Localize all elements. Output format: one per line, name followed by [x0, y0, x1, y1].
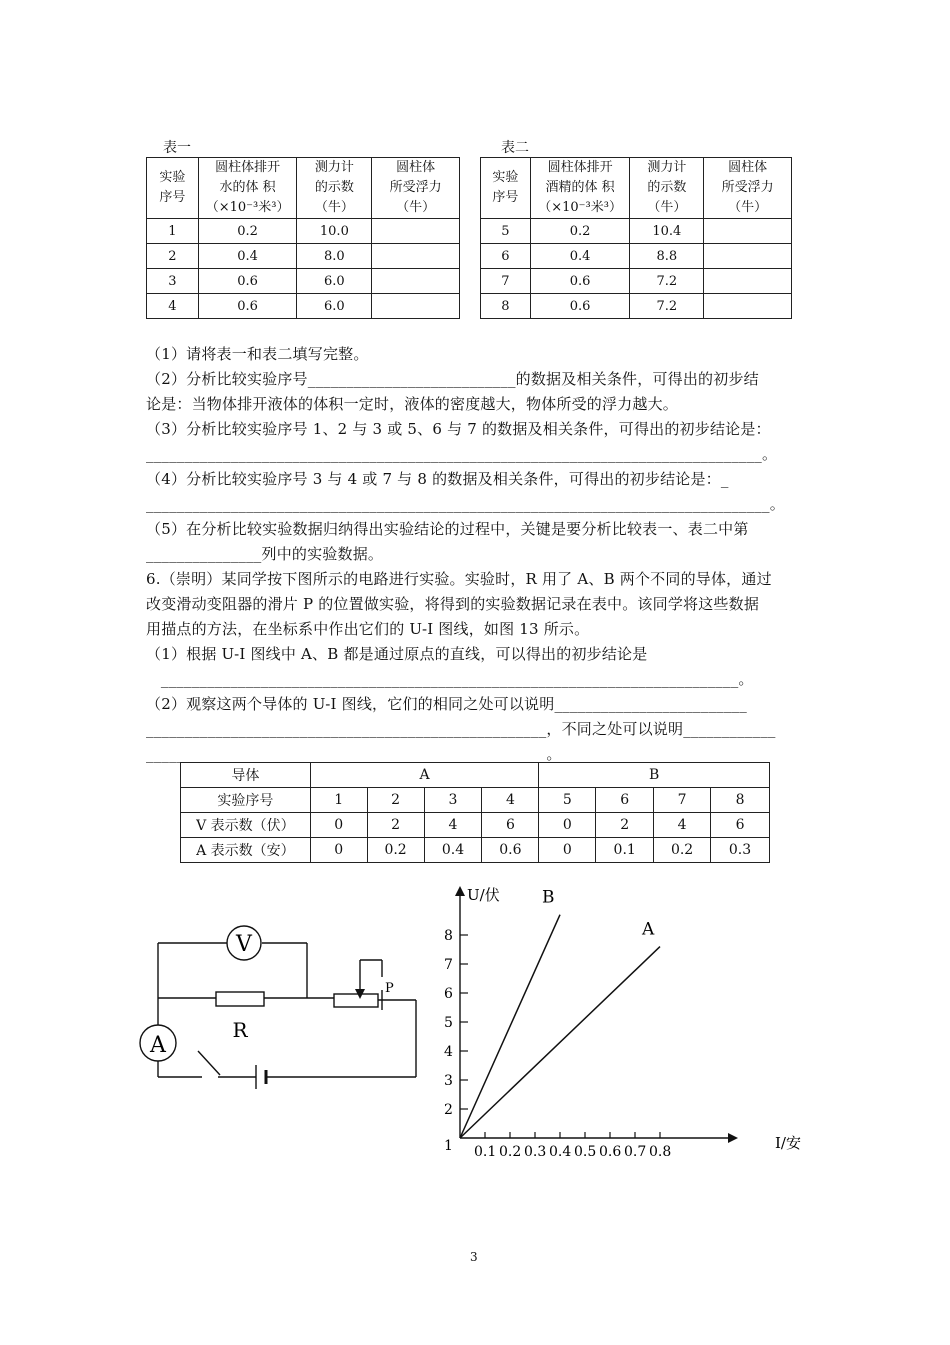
series-label-b: B [542, 887, 555, 908]
y-tick-label: 8 [444, 928, 453, 944]
text-line: ____________________________________________________。 [146, 745, 562, 763]
table-cell: 0.6 [530, 269, 630, 294]
x-axis-label: I/安 [775, 1134, 801, 1152]
table-cell: 4 [424, 813, 482, 838]
table-cell: 0.6 [530, 294, 630, 319]
answer-cell [372, 244, 460, 269]
y-tick-label: 7 [444, 957, 453, 973]
table-cell: 4 [482, 788, 539, 813]
text-line: ________________________________________________________________________________。 [146, 445, 778, 463]
text-line: 改变滑动变阻器的滑片 P 的位置做实验，将得到的实验数据记录在表中。该同学将这些数据 [146, 595, 760, 613]
table-cell: 0.4 [530, 244, 630, 269]
y-axis-label: U/伏 [467, 886, 500, 904]
column-header: 测力计 的示数 （牛） [297, 158, 372, 219]
table-row [147, 219, 460, 244]
table-cell: 2 [596, 813, 654, 838]
column-header: 圆柱体 所受浮力 （牛） [704, 158, 792, 219]
table-cell: 3 [424, 788, 482, 813]
table-cell: 5 [481, 219, 531, 244]
x-tick-label: 0.6 [599, 1144, 622, 1160]
table-row [481, 244, 792, 269]
y-tick-label: 2 [444, 1102, 453, 1118]
table-cell: 4 [147, 294, 199, 319]
answer-cell [704, 269, 792, 294]
x-tick-label: 0.2 [499, 1144, 522, 1160]
table-cell: 7 [481, 269, 531, 294]
table-cell: 3 [147, 269, 199, 294]
table-cell: 10.0 [297, 219, 372, 244]
y-tick-label: 4 [444, 1044, 453, 1060]
text-line: _______________列中的实验数据。 [146, 545, 384, 563]
ammeter-label: A [150, 1033, 166, 1058]
table-cell: 7.2 [630, 269, 704, 294]
y-tick-label: 5 [444, 1015, 453, 1031]
x-tick-label: 0.4 [549, 1144, 572, 1160]
table-cell: 8 [711, 788, 770, 813]
x-tick-label: 0.3 [524, 1144, 547, 1160]
series-line-a [460, 947, 660, 1138]
table-cell: 0.2 [367, 838, 424, 863]
table-cell: 8 [481, 294, 531, 319]
table-cell: 2 [367, 813, 424, 838]
table1 [146, 157, 460, 319]
slider-label: P [385, 981, 394, 996]
text-line: ____________________________________________________，不同之处可以说明____________ [146, 720, 776, 738]
text-line: ___________________________________________________________________________。 [146, 670, 754, 688]
table-cell: 0 [539, 838, 596, 863]
table-cell: 1 [147, 219, 199, 244]
table-cell: 6 [481, 244, 531, 269]
y-tick-label: 1 [444, 1138, 453, 1154]
table-cell: 0.4 [198, 244, 297, 269]
table-cell: 5 [539, 788, 596, 813]
text-line: （1）请将表一和表二填写完整。 [146, 345, 369, 363]
text-line: _________________________________________________________________________________。 [146, 495, 785, 513]
table1-caption: 表一 [163, 140, 191, 156]
x-axis-arrow-icon [728, 1133, 738, 1143]
table-cell: 6.0 [297, 269, 372, 294]
row-label: 导体 [181, 763, 311, 788]
answer-cell [704, 294, 792, 319]
voltmeter-label: V [236, 932, 252, 957]
series-line-b [460, 915, 560, 1138]
table-row [181, 838, 770, 863]
y-tick-label: 3 [444, 1073, 453, 1089]
answer-cell [372, 269, 460, 294]
table-row [181, 788, 770, 813]
table2 [480, 157, 792, 319]
table-row [147, 269, 460, 294]
table-row [481, 294, 792, 319]
table2-caption: 表二 [501, 140, 529, 156]
group-b-header: B [539, 763, 770, 788]
column-header: 实验 序号 [481, 158, 531, 219]
table-cell: 8.8 [630, 244, 704, 269]
answer-cell [704, 219, 792, 244]
x-tick-label: 0.1 [474, 1144, 497, 1160]
table-cell: 0 [310, 838, 367, 863]
text-line: （2）分析比较实验序号___________________________的数据及相关条件，可得出的初步结 [146, 370, 759, 388]
x-tick-label: 0.5 [574, 1144, 597, 1160]
row-label: V 表示数（伏） [181, 813, 311, 838]
series-label-a: A [642, 919, 655, 940]
table-cell: 0.3 [711, 838, 770, 863]
table-cell: 1 [310, 788, 367, 813]
table-row [481, 269, 792, 294]
table-cell: 6 [711, 813, 770, 838]
text-line: 论是：当物体排开液体的体积一定时，液体的密度越大，物体所受的浮力越大。 [146, 395, 679, 413]
table-cell: 0.2 [654, 838, 711, 863]
column-header: 圆柱体排开 水的体 积 （×10⁻³米³） [198, 158, 297, 219]
answer-cell [372, 294, 460, 319]
column-header: 实验 序号 [147, 158, 199, 219]
table-cell: 2 [367, 788, 424, 813]
text-line: 6.（崇明）某同学按下图所示的电路进行实验。实验时，R 用了 A、B 两个不同的导体，通过 [146, 570, 772, 588]
text-line: 用描点的方法，在坐标系中作出它们的 U-I 图线，如图 13 所示。 [146, 620, 590, 638]
column-header: 圆柱体 所受浮力 （牛） [372, 158, 460, 219]
y-axis-arrow-icon [455, 886, 465, 896]
table-cell: 7 [654, 788, 711, 813]
table-row [481, 219, 792, 244]
data-table [180, 762, 770, 863]
page-number: 3 [470, 1250, 478, 1264]
table-cell: 0.6 [198, 294, 297, 319]
row-label: A 表示数（安） [181, 838, 311, 863]
row-label: 实验序号 [181, 788, 311, 813]
table-cell: 6.0 [297, 294, 372, 319]
text-line: （4）分析比较实验序号 3 与 4 或 7 与 8 的数据及相关条件，可得出的初步结论是：_ [146, 470, 729, 488]
text-line: （3）分析比较实验序号 1、2 与 3 或 5、6 与 7 的数据及相关条件，可得出的初步结论是： [146, 420, 771, 438]
group-a-header: A [310, 763, 539, 788]
y-tick-label: 6 [444, 986, 453, 1002]
column-header: 测力计 的示数 （牛） [630, 158, 704, 219]
table-cell: 10.4 [630, 219, 704, 244]
table-cell: 0.2 [530, 219, 630, 244]
table-cell: 0.6 [482, 838, 539, 863]
table-cell: 0.6 [198, 269, 297, 294]
table-cell: 0 [310, 813, 367, 838]
table-cell: 0.4 [424, 838, 482, 863]
text-line: （2）观察这两个导体的 U-I 图线，它们的相同之处可以说明_________________________ [146, 695, 747, 713]
x-tick-label: 0.8 [649, 1144, 672, 1160]
answer-cell [704, 244, 792, 269]
table-row [181, 813, 770, 838]
table-cell: 8.0 [297, 244, 372, 269]
ui-chart [430, 880, 820, 1170]
table-cell: 0.1 [596, 838, 654, 863]
table-row [181, 763, 770, 788]
text-line: （5）在分析比较实验数据归纳得出实验结论的过程中，关键是要分析比较表一、表二中第 [146, 520, 749, 538]
table-cell: 4 [654, 813, 711, 838]
table-cell: 6 [596, 788, 654, 813]
table-cell: 0 [539, 813, 596, 838]
table-row [147, 294, 460, 319]
table-header-row [147, 158, 460, 219]
table-header-row [481, 158, 792, 219]
text-line: （1）根据 U-I 图线中 A、B 都是通过原点的直线，可以得出的初步结论是 [146, 645, 648, 663]
table-row [147, 244, 460, 269]
column-header: 圆柱体排开 酒精的体 积 （×10⁻³米³） [530, 158, 630, 219]
circuit-diagram [130, 905, 430, 1095]
table-cell: 6 [482, 813, 539, 838]
table-cell: 7.2 [630, 294, 704, 319]
resistor-label: R [232, 1018, 248, 1042]
table-cell: 2 [147, 244, 199, 269]
x-tick-label: 0.7 [624, 1144, 647, 1160]
answer-cell [372, 219, 460, 244]
table-cell: 0.2 [198, 219, 297, 244]
